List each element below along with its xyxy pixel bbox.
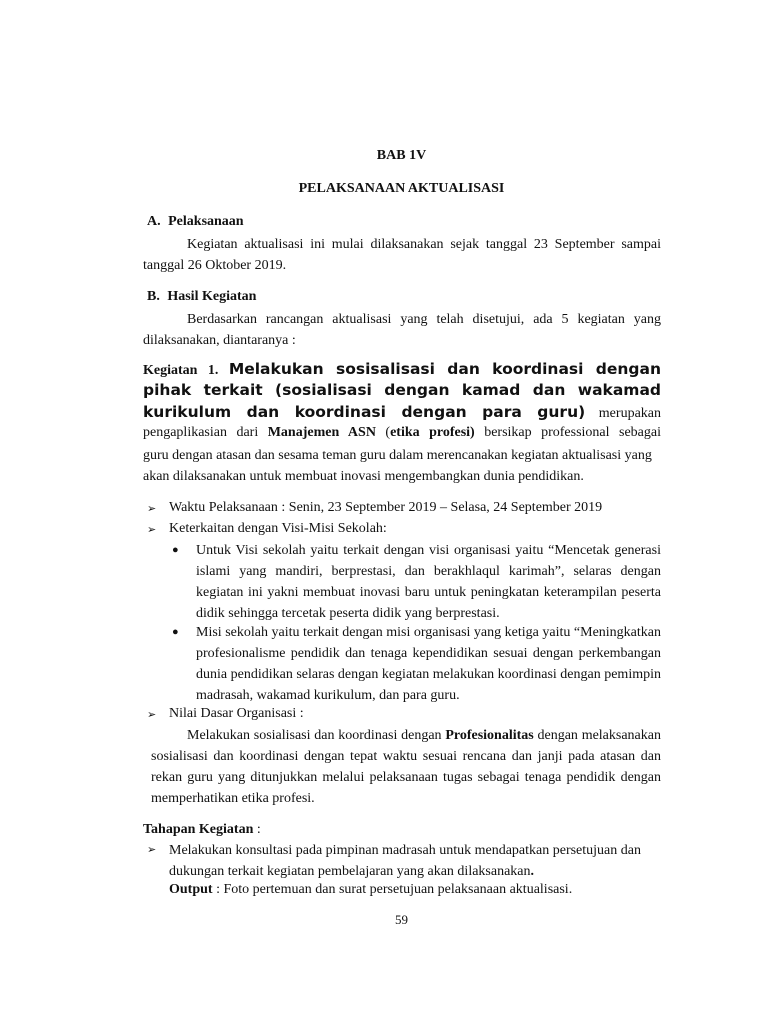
visi-paragraph: Untuk Visi sekolah yaitu terkait dengan visi organisasi yaitu “Mencetak generasi islami yang mandiri, berprestasi, dan berakhlaqul karimah”, selaras dengan kegiatan ini yakni membuat inovasi baru untuk peningkatan keterampilan peserta didik sehingga tercetak peserta didik yang berprestasi. — [196, 543, 661, 621]
section-b-letter: B. — [147, 289, 160, 304]
section-b-title: Hasil Kegiatan — [167, 289, 257, 304]
tahapan-heading — [143, 822, 261, 838]
chapter-number: BAB 1V — [376, 148, 427, 163]
arrow-bullet-icon: ➢ — [147, 503, 157, 515]
nilai-text-start: Melakukan sosialisasi dan koordinasi dengan — [187, 728, 446, 743]
etika-profesi-term: etika profesi) — [390, 425, 475, 440]
kegiatan-description: guru dengan atasan dan sesama teman guru dalam merencanakan kegiatan aktualisasi yang akan dilaksanakan untuk membuat inovasi mengembangkan dunia pendidikan. — [143, 448, 652, 484]
misi-paragraph: Misi sekolah yaitu terkait dengan misi organisasi yang ketiga yaitu “Meningkatkan profesionalisme pendidik dan tenaga kependidikan sesuai dengan perkembangan dunia pendidikan selaras dengan kegiatan melakukan koordinasi dengan pemimpin madrasah, wakamad kurikulum, dan para guru. — [196, 625, 661, 703]
section-a-heading — [147, 214, 244, 230]
section-a-title: Pelaksanaan — [168, 214, 244, 229]
dot-bullet-icon: ● — [172, 544, 179, 556]
arrow-bullet-icon: ➢ — [147, 844, 157, 856]
manajemen-asn-term: Manajemen ASN — [267, 425, 376, 440]
tahapan-step-1 — [169, 840, 661, 882]
nilai-dasar-paragraph — [151, 725, 661, 809]
chapter-title: PELAKSANAAN AKTUALISASI — [298, 181, 505, 196]
arrow-bullet-icon: ➢ — [147, 709, 157, 721]
kegiatan-line-4 — [143, 425, 661, 441]
section-a-letter: A. — [147, 214, 161, 229]
section-a-paragraph: Kegiatan aktualisasi ini mulai dilaksanakan sejak tanggal 23 September sampai tanggal 26 Oktober 2019. — [143, 237, 661, 273]
kegiatan-line4-paren: ( — [375, 425, 391, 440]
arrow-bullet-icon: ➢ — [147, 524, 157, 536]
output-label: Output — [169, 882, 213, 897]
kegiatan-title-line-1 — [143, 360, 661, 379]
kegiatan-line4-tail: bersikap professional sebagai — [474, 425, 661, 440]
kegiatan-line4-text: pengaplikasian dari — [143, 425, 268, 440]
tahapan-colon: : — [253, 822, 261, 837]
output-line — [169, 882, 572, 898]
tahapan-title: Tahapan Kegiatan — [143, 822, 254, 837]
dot-bullet-icon: ● — [172, 626, 179, 638]
nilai-dasar-label: Nilai Dasar Organisasi : — [169, 706, 304, 721]
kegiatan-title-line-3 — [143, 403, 661, 422]
keterkaitan-visi-misi: Keterkaitan dengan Visi-Misi Sekolah: — [169, 521, 387, 536]
section-b-heading — [147, 289, 256, 305]
profesionalitas-term: Profesionalitas — [445, 728, 534, 743]
waktu-pelaksanaan: Waktu Pelaksanaan : Senin, 23 September 2019 – Selasa, 24 September 2019 — [169, 500, 603, 515]
tahapan-step-1-period: . — [530, 864, 535, 879]
kegiatan-title-part-3: kurikulum dan koordinasi dengan para guru) — [143, 403, 586, 421]
kegiatan-label: Kegiatan 1. — [143, 363, 219, 378]
nilai-text-end: dengan melaksanakan sosialisasi dan koordinasi dengan tepat waktu sesuai rencana dan janji pada atasan dan rekan guru yang ditunjukkan melalui pelaksanaan tugas sebagai tenaga pendidik dengan memperhatikan etika profesi. — [151, 728, 661, 806]
kegiatan-title-line-2: pihak terkait (sosialisasi dengan kamad dan wakamad — [143, 381, 661, 399]
section-b-paragraph: Berdasarkan rancangan aktualisasi yang telah disetujui, ada 5 kegiatan yang dilaksanakan, diantaranya : — [143, 312, 661, 348]
output-text: : Foto pertemuan dan surat persetujuan pelaksanaan aktualisasi. — [212, 882, 573, 897]
kegiatan-after-title: merupakan — [598, 406, 661, 421]
kegiatan-title-part-1: Melakukan sosisalisasi dan koordinasi dengan — [228, 360, 662, 378]
page-number: 59 — [395, 912, 408, 927]
tahapan-step-1-text: Melakukan konsultasi pada pimpinan madrasah untuk mendapatkan persetujuan dan dukungan terkait kegiatan pembelajaran yang akan dilaksanakan — [169, 843, 641, 879]
